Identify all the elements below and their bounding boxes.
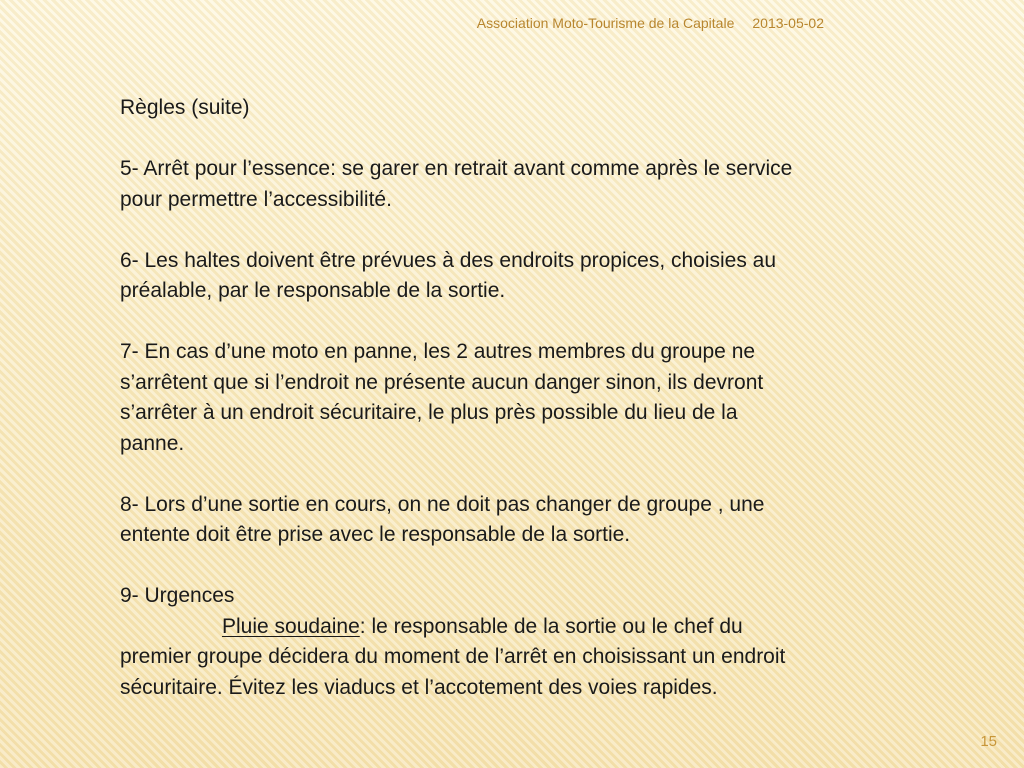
slide-header: [477, 15, 824, 31]
spacer: [120, 551, 920, 582]
rule-5-line-1: 5- Arrêt pour l’essence: se garer en retrait avant comme après le service: [120, 157, 793, 180]
rule-5-line-2: pour permettre l’accessibilité.: [120, 187, 392, 211]
slide-date: 2013-05-02: [752, 15, 824, 31]
rule-6-line-1: 6- Les haltes doivent être prévues à des endroits propices, choisies au: [120, 248, 777, 272]
rule-6-line-2: préalable, par le responsable de la sortie.: [120, 279, 506, 302]
rule-7-line-3: s’arrêter à un endroit sécuritaire, le plus près possible du lieu de la: [120, 401, 738, 424]
slide-content: [120, 93, 920, 703]
rule-9-line-3: sécuritaire. Évitez les viaducs et l’accotement des voies rapides.: [120, 675, 718, 699]
rule-8-line-2: entente doit être prise avec le responsable de la sortie.: [120, 523, 631, 546]
rule-9-subheading: Pluie soudaine: [222, 614, 360, 638]
rule-9-heading: 9- Urgences: [120, 584, 235, 607]
rule-7-line-2: s’arrêtent que si l’endroit ne présente aucun danger sinon, ils devront: [120, 370, 764, 394]
rule-9-line-1: [120, 612, 920, 643]
spacer: [120, 307, 920, 338]
spacer: [120, 124, 920, 155]
slide-title: Règles (suite): [120, 96, 250, 119]
spacer: [120, 459, 920, 490]
spacer: [120, 215, 920, 246]
organization-name: Association Moto-Tourisme de la Capitale: [476, 15, 735, 31]
page-number: 15: [980, 733, 997, 750]
rule-8-line-1: 8- Lors d’une sortie en cours, on ne doit pas changer de groupe , une: [120, 492, 765, 516]
rule-8: [120, 490, 920, 551]
rule-9-line-1-rest: : le responsable de la sortie ou le chef du: [359, 614, 743, 638]
rule-7-line-1: 7- En cas d’une moto en panne, les 2 autres membres du groupe ne: [120, 340, 756, 363]
rule-7-line-4: panne.: [120, 431, 185, 455]
rule-5: [120, 154, 920, 215]
rule-9-line-2: premier groupe décidera du moment de l’arrêt en choisissant un endroit: [120, 645, 786, 668]
rule-9: [120, 581, 920, 703]
rule-6: [120, 246, 920, 307]
rule-7: [120, 337, 920, 459]
